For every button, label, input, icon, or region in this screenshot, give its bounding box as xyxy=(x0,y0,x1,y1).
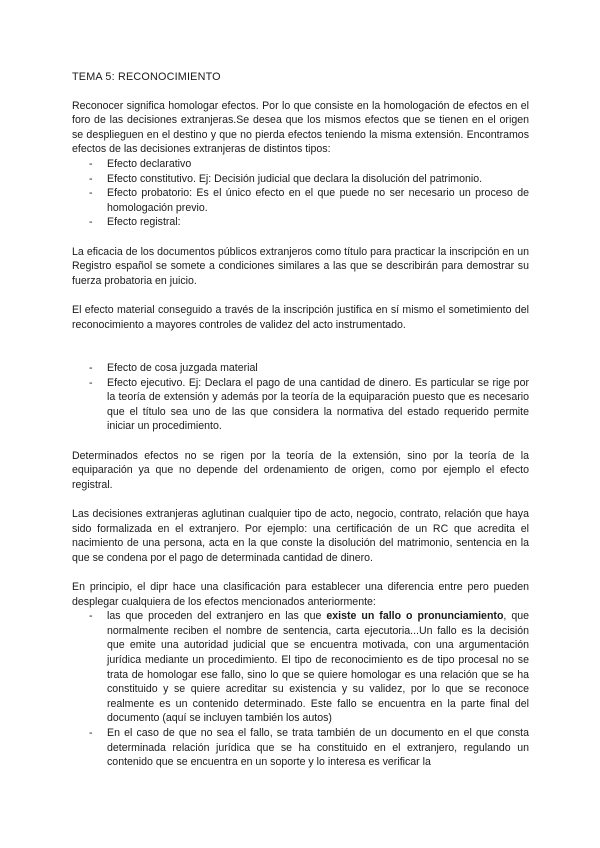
decisiones-paragraph: Las decisiones extranjeras aglutinan cualquier tipo de acto, negocio, contrato, relación que haya sido formalizada en el extranjero. Por ejemplo: una certificación de un RC que acredita el nacimiento de una persona, acta en la que conste la disolución del matrimonio, sentencia en la que se condena por el pago de determinada cantidad de dinero. xyxy=(72,508,529,564)
bold-phrase: existe un fallo o pronunciamiento xyxy=(326,610,504,623)
list-item: - En el caso de que no sea el fallo, se trata también de un documento en el que consta determinada relación jurídica que se ha constituido en el extranjero, regulando un contenido que se encuentra en un soporte y lo interesa es verificar la xyxy=(72,726,529,770)
item-text-end: , que normalmente reciben el nombre de sentencia, carta ejecutoria...Un fallo es la decisión que emite una autoridad judicial que se encuentra motivada, con una argumentación jurídica mediante un procedimiento. El tipo de reconocimiento es de tipo procesal no se trata de homologar ese fallo, sino lo que se quiere homologar es una relación que se ha constituido y se quiere acreditar su existencia y su validez, por lo que se reconoce realmente es un contenido determinado. Este fallo se encuentra en la parte final del documento (aquí se incluyen también los autos) xyxy=(107,610,530,725)
classification-list xyxy=(72,609,529,770)
principio-paragraph: En principio, el dipr hace una clasificación para establecer una diferencia entre pero pueden desplegar cualquiera de los efectos mencionados anteriormente: xyxy=(72,581,529,608)
list-item: - Efecto de cosa juzgada material xyxy=(72,361,529,376)
effects-list-2 xyxy=(72,361,529,434)
list-item: - Efecto constitutivo. Ej: Decisión judicial que declara la disolución del patrimonio. xyxy=(72,172,529,187)
list-item: - Efecto declarativo xyxy=(72,157,529,172)
list-item: - Efecto probatorio: Es el único efecto en el que puede no ser necesario un proceso de homologación previo. xyxy=(72,186,529,215)
efecto-material-paragraph: El efecto material conseguido a través de la inscripción justifica en sí mismo el sometimiento del reconocimiento a mayores controles de validez del acto instrumentado. xyxy=(72,303,529,331)
list-item: - Efecto registral: xyxy=(72,215,529,230)
eficacia-paragraph: La eficacia de los documentos públicos extranjeros como título para practicar la inscripción en un Registro español se somete a condiciones similares a las que se describirán para demostrar su fuerza probatoria en juicio. xyxy=(72,245,529,287)
document-title: TEMA 5: RECONOCIMIENTO xyxy=(72,71,221,83)
effects-list xyxy=(72,157,529,230)
determinados-paragraph: Determinados efectos no se rigen por la teoría de la extensión, sino por la teoría de la equiparación ya que no depende del ordenamiento de origen, como por ejemplo el efecto registral. xyxy=(72,449,529,491)
document-page xyxy=(72,70,529,770)
item-text-start: las que proceden del extranjero en las que xyxy=(107,610,327,623)
intro-paragraph: Reconocer significa homologar efectos. Por lo que consiste en la homologación de efectos en el foro de las decisiones extranjeras.Se desea que los mismos efectos que se tienen en el origen se desplieguen en el destino y que no pierda efectos teniendo la misma extensión. Encontramos efectos de las decisiones extranjeras de distintos tipos: xyxy=(72,99,529,156)
list-item: - Efecto ejecutivo. Ej: Declara el pago de una cantidad de dinero. Es particular se rige por la teoría de extensión y además por la teoría de la equiparación puesto que es necesario que el título sea uno de las que considera la normativa del estado requerido permite iniciar un procedimiento. xyxy=(72,376,529,434)
list-item xyxy=(72,609,529,726)
